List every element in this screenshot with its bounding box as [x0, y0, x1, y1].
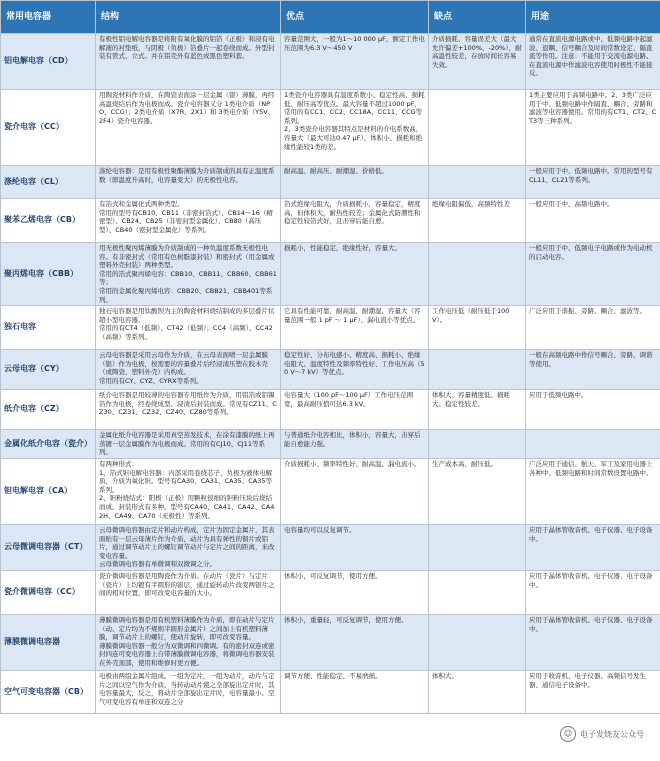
- cell-cons: [429, 524, 526, 570]
- cell-name: 聚苯乙烯电容（CB）: [1, 199, 96, 243]
- table-row: [1, 243, 660, 306]
- cell-use: 应用于晶体管收音机、电子仪器、电子设备中。: [526, 570, 660, 614]
- cell-cons: [429, 166, 526, 199]
- table-row: [1, 390, 660, 430]
- cell-cons: [429, 243, 526, 306]
- cell-cons: [429, 90, 526, 166]
- cell-name: 瓷介电容（CC）: [1, 90, 96, 166]
- cell-pros: 介质损耗小、频率特性好、耐高温、漏电流小。: [281, 458, 429, 524]
- table-row: [1, 199, 660, 243]
- cell-structure: 有两种形式： 1、箔式钽电解电容器：内部采用卷绕芯子，负极为液体电解质，介质为氧化钽。型号有CA30、CA31、CA35、CA35等系列。 2、钽粉烧结式：阳极（正极）用颗粒很细的钽粉压块后烧结而成。封装形式有多种。型号有CA40、CA41、CA42、CA42H、CA49、CA70（无极性）等系列。: [96, 458, 281, 524]
- cell-use: 一般应用于中、低频电子电路或作为电动机的启动电容。: [526, 243, 660, 306]
- cell-use: 广泛应用于谐振、旁路、耦合、滤波等。: [526, 306, 660, 350]
- cell-cons: [429, 614, 526, 670]
- cell-pros: 体积小，重量轻，可反复调节，使用方便。: [281, 614, 429, 670]
- cell-use: 应用于收音机、电子仪器、高频信号发生器、通信电子设备中。: [526, 670, 660, 713]
- cell-name: 云母微调电容器（CT）: [1, 524, 96, 570]
- cell-pros: 稳定性好、分布电感小、精度高、损耗小、绝缘电阻大、温度特性及频率特性好、工作电压高（50 V～7 kV）等优点。: [281, 350, 429, 390]
- cell-structure: 涤纶电容器：是用有极性聚酯薄膜为介质制成的具有正温度系数（即温度升高时，电容量变大）的无极性电容。: [96, 166, 281, 199]
- cell-pros: 耐高温、耐高压、耐潮湿、价格低。: [281, 166, 429, 199]
- cell-pros: 体积小，可反复调节，使用方便。: [281, 570, 429, 614]
- watermark: [560, 722, 660, 746]
- wechat-icon: ☺: [560, 726, 576, 742]
- cell-pros: 电容量大（100 pF～100 μF）工作电压范围宽，最高耐压值可达6.3 kV。: [281, 390, 429, 430]
- cell-use: 一般应用于中、高频电路中。: [526, 199, 660, 243]
- header-pros: 优点: [281, 1, 429, 34]
- cell-pros: 1类瓷介电容器具有温度系数小、稳定性高、损耗低、耐压高等优点。最大容量不超过1000 pF，常用的有CC1、CC2、CC18A、CC11、CCG等系列。 2、3类瓷介电容器其特点是材料的介电系数高，容量大（最大可达0.47 μF）、体积小、损耗和绝缘性能较1类的差。: [281, 90, 429, 166]
- cell-pros: 箔式绝缘电阻大，介质损耗小，容量稳定，精度高，但体积大，耐热性较差；金属化式防潮性和稳定性较箔式好，且击穿后能自愈。: [281, 199, 429, 243]
- cell-cons: [429, 570, 526, 614]
- cell-structure: 云母微调电容器由定片和动片构成，定片为固定金属片，其表面贴有一层云母薄片作为介质，动片为具有弹性的铜片或铝片，通过调节动片上的螺钉调节动片与定片之间的距离，来改变电容量。 云母微调电容器有单微调和双微调之分。: [96, 524, 281, 570]
- cell-structure: 用陶瓷材料作介质，在陶瓷表面涂一层金属（银）薄膜，再经高温烧结后作为电极而成。瓷介电容器又分 1类电介质（NPO、CCG）；2类电介质（X7R、2X1）和 3类电介质（Y5V、2F4）瓷介电容器。: [96, 90, 281, 166]
- header-cons: 缺点: [429, 1, 526, 34]
- cell-structure: 独石电容器是用钛酸钡为主的陶瓷材料烧结制成的多层叠片状超小型电容器。 常用的有CT4（低频）、CT42（低频）；CC4（高频）、CC42（高频）等系列。: [96, 306, 281, 350]
- table-row: [1, 306, 660, 350]
- cell-name: 薄膜微调电容器: [1, 614, 96, 670]
- cell-structure: 用无极性聚丙烯薄膜为介质制成的一种负温度系数无极性电容。有非密封式（常用有色树脂漆封装）和密封式（用金属或塑料外壳封装）两种类型。 常用的箔式聚丙烯电容：CBB10、CBB11、CBB60、CBB61等； 常用的金属化聚丙烯电容：CBB20、CBB21、CBB401等系列。: [96, 243, 281, 306]
- header-type: 常用电容器: [1, 1, 96, 34]
- cell-name: 铝电解电容（CD）: [1, 34, 96, 90]
- table-row: [1, 90, 660, 166]
- cell-name: 涤纶电容（CL）: [1, 166, 96, 199]
- cell-pros: 调节方便、性能稳定、不易磨损。: [281, 670, 429, 713]
- table-row: [1, 430, 660, 459]
- cell-use: [526, 430, 660, 459]
- cell-structure: 金属化纸介电容器是采用真空蒸发技术，在涂有漆膜的纸上再蒸镀一层金属膜作为电极而成。常用的有CJ10、CJ11等系列。: [96, 430, 281, 459]
- table-row: [1, 524, 660, 570]
- table-row: [1, 670, 660, 713]
- cell-use: 通常在直流电源电路或中、低频电路中起滤波、退耦、信号耦合及时间常数设定、隔直流等作用。注意：不能用于交流电源电路。在直流电源中作滤波电容使用时极性不能接反。: [526, 34, 660, 90]
- cell-cons: 工作电压低（耐压低于100 V）。: [429, 306, 526, 350]
- cell-structure: 有箔式和金属化式两种类型。 常用的型号有CB10、CB11（非密封箔式）、CB14～16（精密型）、CB24、CB25（非密封型金属化）、CB80（高压型）、CB40（密封型金属化）等系列。: [96, 199, 281, 243]
- cell-use: 1类主要应用于高频电路中。2、3类广泛应用于中、低频电路中作隔直、耦合、旁路和滤波等电容器使用。常用的有CT1、CT2、CT3等三种系列。: [526, 90, 660, 166]
- cell-name: 聚丙烯电容（CBB）: [1, 243, 96, 306]
- cell-structure: 云母电容器是采用云母作为介质，在云母表面喷一层金属膜（银）作为电极，按需要的容量叠片后经浸渍压塑在胶木壳（或陶瓷、塑料外壳）内构成。 常用的有CY、CYZ、CYRX等系列。: [96, 350, 281, 390]
- cell-use: 应用于晶体管收音机、电子仪器、电子设备中。: [526, 524, 660, 570]
- cell-name: 金属化纸介电容（瓷介）: [1, 430, 96, 459]
- cell-structure: 薄膜微调电容器是用有机塑料薄膜作为介质，即在动片与定片（动、定片均为不规则半圆形金属片）之间加上有机塑料薄膜，调节动片上的螺钉，使动片旋转，即可改变容量。 薄膜微调电容器一般分为双微调和四微调。有的密封双连或密封四连可变电容器上自带薄膜微调电容器，将微调电容器安装在外壳顶部，使用和维修时更方便。: [96, 614, 281, 670]
- cell-cons: [429, 350, 526, 390]
- cell-pros: 容量范围大，一般为1～10 000 μF，额定工作电压范围为6.3 V～450 V: [281, 34, 429, 90]
- cell-structure: 电极由两组金属片组成。一组为定片，一组为动片，动片与定片之间以空气作为介质。当转动动片使之全部旋出定片时，其电容量最大，反之，将动片全部旋出定片时，电容量最小。空气可变电容有单连和双连之分: [96, 670, 281, 713]
- cell-cons: 介质损耗、容量误差大（最大允许偏差+100%、-20%），耐高温性较差，存放时间长容易失效。: [429, 34, 526, 90]
- cell-cons: 体积大。: [429, 670, 526, 713]
- table-row: [1, 350, 660, 390]
- cell-structure: 纸介电容器是用较薄的电容器专用纸作为介质，用铝箔或铝锡箔作为电极，经卷绕成型、浸渍后封装而成。常见有CZ11、CZ30、CZ31、CZ32、CZ40、CZ80等系列。: [96, 390, 281, 430]
- cell-structure: 有极性铝电解电容器是将附有氧化膜的铝箔（正极）和浸有电解液的衬垫纸，与阴极（负极）箔叠片一起卷绕而成。外型封装有管式、立式。并在铝壳外有蓝色或黑色塑料套。: [96, 34, 281, 90]
- cell-pros: 与普通纸介电容相比，体积小，容量大，击穿后能自愈能力强。: [281, 430, 429, 459]
- table-row: [1, 166, 660, 199]
- table-row: [1, 458, 660, 524]
- cell-use: 一般在高频电路中作信号耦合、旁路、调谐等使用。: [526, 350, 660, 390]
- cell-pros: 它具有性能可靠、耐高温、耐潮湿、容量大（容量范围一般 1 pF ～ 1 μF）、漏电流小等优点。: [281, 306, 429, 350]
- table-row: [1, 570, 660, 614]
- cell-name: 瓷介微调电容（CC）: [1, 570, 96, 614]
- cell-use: 应用于低频电路中。: [526, 390, 660, 430]
- header-structure: 结构: [96, 1, 281, 34]
- cell-cons: 体积大、容量精度低、损耗大、稳定性较差。: [429, 390, 526, 430]
- cell-cons: 绝缘电阻偏低，高频特性差: [429, 199, 526, 243]
- cell-pros: 电容量均可以反复调节。: [281, 524, 429, 570]
- table-row: [1, 614, 660, 670]
- cell-structure: 瓷介微调电容器是用陶瓷作为介质。在动片（瓷片）与定片（瓷片）上均镀有半圆形的银层，通过旋转动片改变两银片之间的相对位置，即可改变电容量的大小。: [96, 570, 281, 614]
- cell-name: 空气可变电容器（CB）: [1, 670, 96, 713]
- cell-pros: 损耗小，性能稳定，绝缘性好，容量大。: [281, 243, 429, 306]
- cell-use: 广泛应用于通信、航天、军工及家用电器上各种中、低频电路和时间常数设置电路中。: [526, 458, 660, 524]
- cell-name: 独石电容: [1, 306, 96, 350]
- cell-use: 一般应用于中、低频电路中。常用的型号有CL11、CL21等系列。: [526, 166, 660, 199]
- cell-name: 钽电解电容（CA）: [1, 458, 96, 524]
- table-header-row: [1, 1, 660, 34]
- cell-name: 云母电容（CY）: [1, 350, 96, 390]
- cell-use: 应用于晶体管收音机、电子仪器、电子设备中。: [526, 614, 660, 670]
- table-row: [1, 34, 660, 90]
- header-use: 用途: [526, 1, 660, 34]
- cell-cons: 生产成本高、耐压低。: [429, 458, 526, 524]
- watermark-label: 电子发烧友公众号: [580, 729, 644, 739]
- cell-cons: [429, 430, 526, 459]
- cell-name: 纸介电容（CZ）: [1, 390, 96, 430]
